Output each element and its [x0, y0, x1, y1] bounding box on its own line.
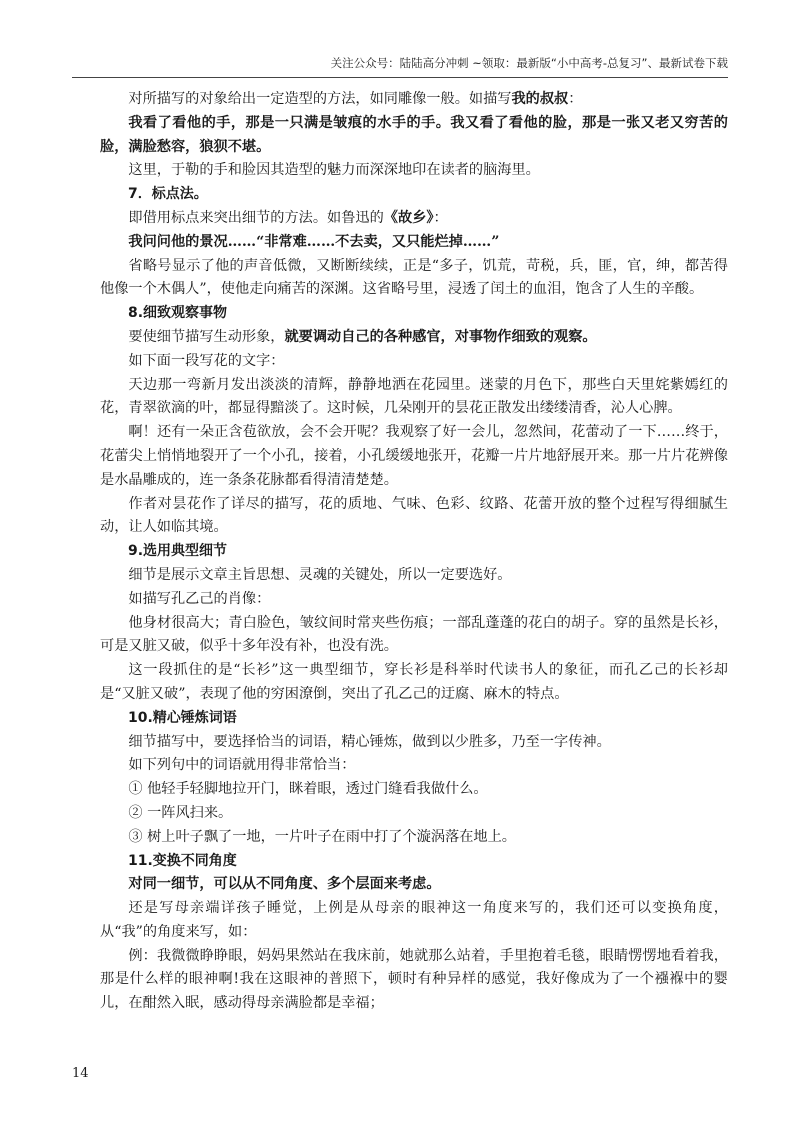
- text: ：: [433, 209, 448, 226]
- paragraph: 例：我微微睁睁眼，妈妈果然站在我床前，她就那么站着，手里抱着毛毯，眼睛愣愣地看着我，那是什么样的眼神啊!我在这眼神的普照下，顿时有种异样的感觉，我好像成为了一个襁褓中的婴儿，在酣然入眠，感动得母亲满脸都是幸福；: [100, 947, 728, 1012]
- list-item: ② 一阵风扫来。: [128, 804, 233, 821]
- paragraph: 这一段抓住的是“长衫”这一典型细节，穿长衫是科举时代读书人的象征，而孔乙己的长衫却是“又脏又破”，表现了他的穷困潦倒，突出了孔乙己的迂腐、麻木的特点。: [100, 662, 728, 702]
- list-item: ① 他轻手轻脚地拉开门，眯着眼，透过门缝看我做什么。: [128, 781, 488, 798]
- text: 要使细节描写生动形象，: [128, 328, 285, 345]
- paragraph: 啊！还有一朵正含苞欲放，会不会开呢？我观察了好一会儿，忽然间，花蕾动了一下……终于，花蕾尖上悄悄地裂开了一个小孔，接着，小孔缓缓地张开，花瓣一片片地舒展开来。那一片片花辨像是水晶雕成的，连一条条花脉都看得清清楚楚。: [100, 424, 728, 488]
- paragraph: 他身材很高大；青白脸色，皱纹间时常夹些伤痕；一部乱蓬蓬的花白的胡子。穿的虽然是长衫，可是又脏又破，似乎十多年没有补，也没有洗。: [100, 614, 728, 655]
- paragraph: 细节描写中，要选择恰当的词语，精心锤炼，做到以少胜多，乃至一字传神。: [128, 733, 611, 750]
- paragraph: [100, 207, 728, 231]
- example-paragraph: 我看了看他的手，那是一只满是皱痕的水手的手。我又看了看他的脸，那是一张又老又穷苦的脸，满脸愁容，狼狈不堪。: [100, 114, 728, 155]
- paragraph: 如下面一段写花的文字：: [128, 352, 285, 369]
- page-header: 关注公众号：陆陆高分冲刺 ~领取：最新版“小中高考-总复习”、最新试卷下载: [330, 56, 728, 70]
- paragraph: 作者对昙花作了详尽的描写，花的质地、气味、色彩、纹路、花蕾开放的整个过程写得细腻生动，让人如临其境。: [100, 495, 728, 536]
- section-heading-8: 8.细致观察事物: [128, 305, 228, 322]
- paragraph: 还是写母亲端详孩子睡觉，上例是从母亲的眼神这一角度来写的，我们还可以变换角度，从“我”的角度来写，如：: [100, 900, 728, 940]
- paragraph: 这里，于勒的手和脸因其造型的魅力而深深地印在读者的脑海里。: [128, 162, 540, 179]
- section-heading-11: 11.变换不同角度: [128, 852, 237, 869]
- paragraph: [100, 88, 728, 112]
- paragraph: 如描写孔乙己的肖像：: [128, 590, 271, 607]
- text: 即借用标点来突出细节的方法。如鲁迅的: [128, 209, 384, 226]
- example-paragraph: 我问问他的景况……“非常难……不去卖，又只能烂掉……”: [128, 233, 500, 250]
- paragraph: [100, 326, 728, 350]
- bold-text: 《故乡》: [383, 209, 434, 226]
- bold-text: 就要调动自己的各种感官，对事物作细致的观察。: [284, 328, 597, 345]
- paragraph: 细节是展示文章主旨思想、灵魂的关键处，所以一定要选好。: [128, 566, 512, 583]
- bold-text: 我的叔叔: [511, 91, 569, 107]
- section-heading-9: 9.选用典型细节: [128, 543, 228, 560]
- document-body: [100, 88, 728, 1016]
- paragraph: 如下列句中的词语就用得非常恰当：: [128, 757, 356, 774]
- text: 对所描写的对象给出一定造型的方法，如同雕像一般。如描写: [128, 91, 512, 107]
- list-item: ③ 树上叶子飘了一地，一片叶子在雨中打了个漩涡落在地上。: [128, 828, 516, 845]
- header-divider: [72, 77, 728, 78]
- bold-paragraph: 对同一细节，可以从不同角度、多个层面来考虑。: [128, 876, 441, 893]
- section-heading-10: 10.精心锤炼词语: [128, 709, 237, 726]
- text: ：: [568, 91, 583, 107]
- page-number: 14: [72, 1066, 89, 1081]
- paragraph: 天边那一弯新月发出淡淡的清辉，静静地洒在花园里。迷蒙的月色下，那些白天里姹紫嫣红的花，青翠欲滴的叶，都显得黯淡了。这时候，几朵刚开的昙花正散发出缕缕清香，沁人心脾。: [100, 376, 728, 417]
- paragraph: 省略号显示了他的声音低微，又断断续续，正是“多子，饥荒，苛税，兵，匪，官，绅，都苦得他像一个木偶人”，使他走向痛苦的深渊。这省略号里，浸透了闰土的血泪，饱含了人生的辛酸。: [100, 257, 728, 298]
- section-heading-7: 7．标点法。: [128, 186, 208, 203]
